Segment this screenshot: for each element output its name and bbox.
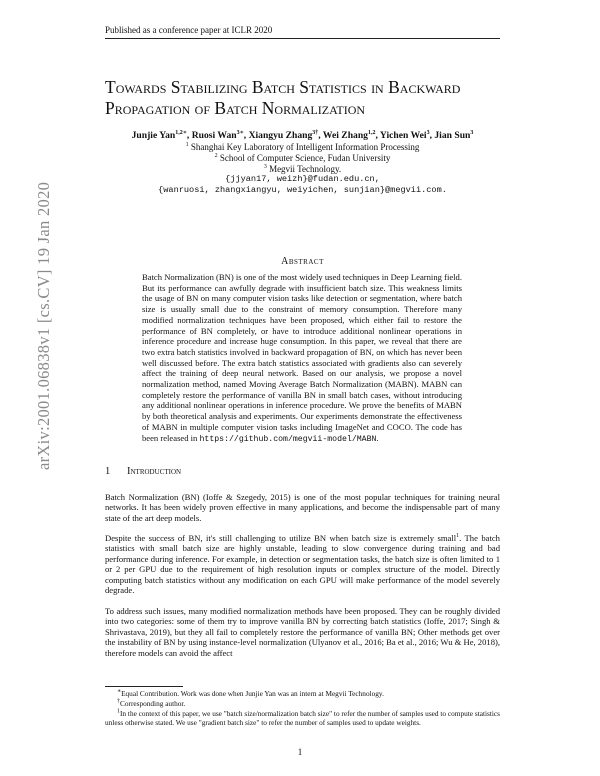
- paragraph: Despite the success of BN, it's still challenging to utilize BN when batch size is extremely small$^1$. The batch statistics with small batch size are highly unstable, leading to slow convergence during training and bad performance during inference. For example, in detection or segmentation tasks, the batch size is often limited to 1 or 2 per GPU due to the requirement of high resolution inputs or complex structure of the model. Directly computing batch statistics without any modification on each GPU will make performance of the model severely degrade.: [105, 533, 500, 596]
- footnote-ref: 1: [456, 533, 460, 540]
- paragraph: To address such issues, many modified normalization methods have been proposed. They can be roughly divided into two categories: some of them try to improve vanilla BN by correcting batch statistics (Ioffe, 2017; Singh & Shrivastava, 2019), but they all fail to completely restore the performance of vanilla BN; Other methods get over the instability of BN by using instance-level normalization (Ulyanov et al., 2016; Ba et al., 2016; Wu & He, 2018), therefore models can avoid the affect: [105, 606, 500, 658]
- abstract-heading: Abstract: [281, 256, 324, 267]
- email-line[interactable]: {wanruosi, zhangxiangyu, weiyichen, sunjian}@megvii.com.: [158, 185, 447, 196]
- paragraph: Batch Normalization (BN) (Ioffe & Szegedy, 2015) is one of the most popular techniques for training neural networks. It has been widely proven effective in many applications, and become the indispensable part of many state of the art deep models.: [105, 492, 500, 523]
- author: Xiangyu Zhang: [248, 130, 313, 141]
- author-mark: 3: [470, 129, 474, 136]
- author-list: Junjie Yan$^{1,2∗}$, Ruosi Wan$^{3∗}$, Xiangyu Zhang$^{3\dagger}$, Wei Zhang$^{1,2}$, Yichen Wei$^3$, Jian Sun$^3$: [131, 129, 474, 141]
- email-line[interactable]: {jjyan17, weizh}@fudan.edu.cn,: [225, 174, 380, 185]
- arxiv-stamp[interactable]: arXiv:2001.06838v1 [cs.CV] 19 Jan 2020: [34, 181, 53, 470]
- code-link[interactable]: https://github.com/megvii-model/MABN: [199, 434, 377, 444]
- page-number: 1: [297, 747, 303, 757]
- footnote: $^1$In the context of this paper, we use "batch size/normalization batch size" to refer the number of samples used to compute statistics unless otherwise stated. We use "gradient batch size" to refer the number of samples used to update weights.: [105, 708, 500, 727]
- author: Jian Sun: [434, 130, 471, 141]
- author: Ruosi Wan: [191, 130, 237, 141]
- footnote: †Corresponding author.: [117, 698, 186, 708]
- abstract-body: Batch Normalization (BN) is one of the most widely used techniques in Deep Learning field. But its performance can awfully degrade with insufficient batch size. This weakness limits the usage of BN on many computer vision tasks like detection or segmentation, where batch size is usually small due to the constraint of memory consumption. Therefore many modified normalization techniques have been proposed, which either fail to restore the performance of BN completely, or have to introduce additional nonlinear operations in inference procedure and increase huge consumption. In this paper, we reveal that there are two extra batch statistics involved in backward propagation of BN, on which has never been well discussed before. The extra batch statistics associated with gradients also can severely affect the training of deep neural network. Based on our analysis, we propose a novel normalization method, named Moving Average Batch Normalization (MABN). MABN can completely restore the performance of vanilla BN in small batch cases, without introducing any additional nonlinear operations in inference procedure. We prove the benefits of MABN by both theoretical analysis and experiments. Our experiments demonstrate the effectiveness of MABN in multiple computer vision tasks including ImageNet and COCO. The code has been released in https://github.com/megvii-model/MABN.: [142, 272, 462, 444]
- author-mark: 1,2∗: [175, 129, 187, 136]
- abstract-text: Batch Normalization (BN) is one of the most widely used techniques in Deep Learning field. But its performance can awfully degrade with insufficient batch size. This weakness limits the usage of BN on many computer vision tasks like detection or segmentation, where batch size is usually small due to the constraint of memory consumption. Therefore many modified normalization techniques have been proposed, which either fail to restore the performance of BN completely, or have to introduce additional nonlinear operations in inference procedure and increase huge consumption. In this paper, we reveal that there are two extra batch statistics involved in backward propagation of BN, on which has never been well discussed before. The extra batch statistics associated with gradients also can severely affect the training of deep neural network. Based on our analysis, we propose a novel normalization method, named Moving Average Batch Normalization (MABN). MABN can completely restore the performance of vanilla BN in small batch cases, without introducing any additional nonlinear operations in inference procedure. We prove the benefits of MABN by both theoretical analysis and experiments. Our experiments demonstrate the effectiveness of MABN in multiple computer vision tasks including ImageNet and COCO. The code has been released in: [142, 272, 462, 443]
- header-rule: [105, 38, 500, 39]
- author-mark: 3∗: [236, 129, 244, 136]
- section-heading: [105, 466, 181, 477]
- affiliation: $^1$ Shanghai Key Laboratory of Intelligent Information Processing: [185, 142, 420, 152]
- affiliations: [105, 142, 500, 196]
- running-header: Published as a conference paper at ICLR 2020: [105, 25, 273, 35]
- footnote: ∗Equal Contribution. Work was done when Junjie Yan was an intern at Megvii Technology.: [117, 688, 384, 698]
- author: Yichen Wei: [379, 130, 427, 141]
- section-number: 1: [105, 466, 111, 477]
- author-mark: 1,2: [367, 129, 376, 136]
- section-title: Introduction: [127, 466, 182, 477]
- affiliation: $^3$ Megvii Technology.: [263, 163, 342, 174]
- paper-title: Towards Stabilizing Batch Statistics in Backward Propagation of Batch Normalization: [105, 77, 461, 118]
- author-mark: 3: [426, 129, 430, 136]
- author: Wei Zhang: [322, 130, 368, 141]
- author: Junjie Yan: [131, 130, 176, 141]
- footnote-rule: [105, 686, 183, 687]
- affiliation: $^2$ School of Computer Science, Fudan University: [214, 152, 391, 163]
- author-mark: 3†: [312, 129, 319, 136]
